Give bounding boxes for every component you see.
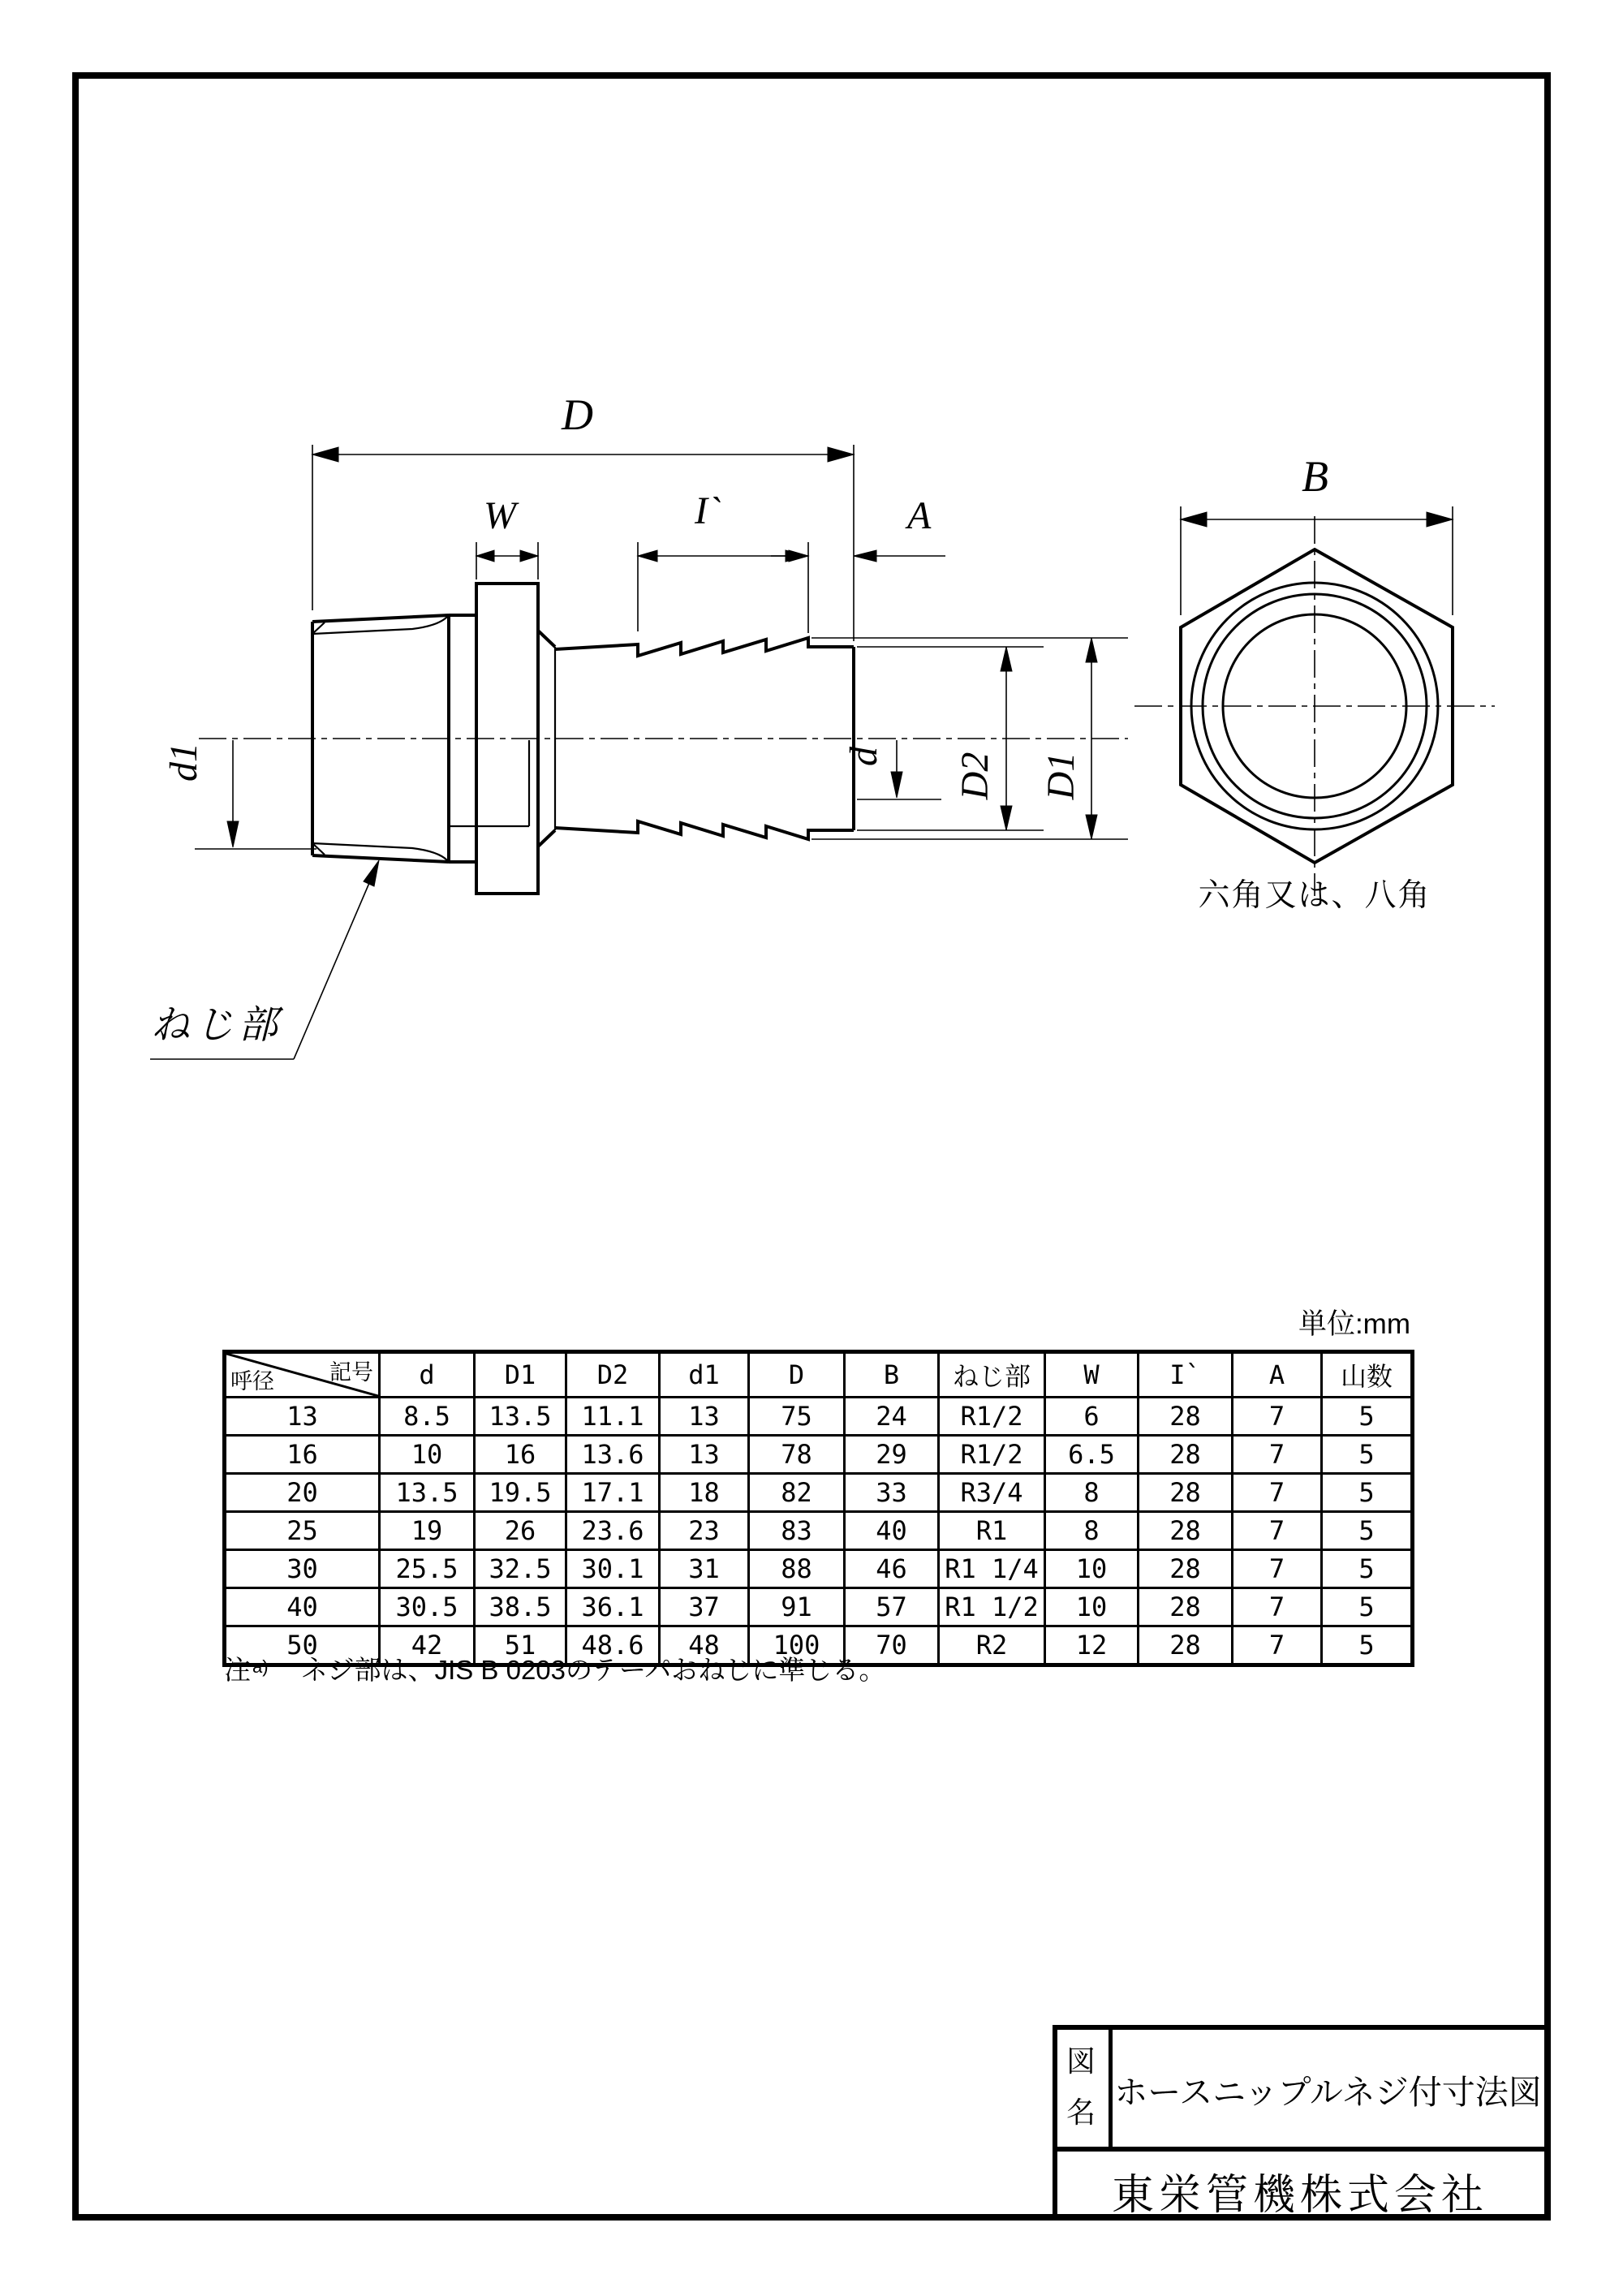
dim-label-A: A xyxy=(907,494,932,537)
table-cell: 25.5 xyxy=(380,1550,475,1588)
dim-label-d1: d1 xyxy=(162,743,205,782)
footnote-prefix: 注 xyxy=(224,1655,251,1685)
table-cell: 48 xyxy=(660,1626,749,1665)
table-row xyxy=(225,1550,1413,1588)
table-cell: R3/4 xyxy=(939,1474,1045,1512)
table-cell: 11.1 xyxy=(566,1398,660,1436)
hex-caption: 六角又は、八角 xyxy=(1198,878,1431,913)
table-cell: 10 xyxy=(1045,1550,1139,1588)
table-cell: 19 xyxy=(380,1512,475,1550)
table-cell: 33 xyxy=(845,1474,939,1512)
dim-label-W: W xyxy=(484,494,516,537)
table-cell: 40 xyxy=(225,1588,380,1626)
table-cell: 28 xyxy=(1139,1512,1233,1550)
dim-label-I: I` xyxy=(695,489,721,532)
column-header-9: A xyxy=(1233,1352,1322,1398)
table-cell: 6.5 xyxy=(1045,1436,1139,1474)
table-cell: 24 xyxy=(845,1398,939,1436)
table-cell: 5 xyxy=(1322,1512,1413,1550)
table-row xyxy=(225,1512,1413,1550)
table-cell: 51 xyxy=(475,1626,566,1665)
corner-label-symbol: 記号 xyxy=(329,1360,373,1385)
column-header-6: ねじ部 xyxy=(939,1352,1045,1398)
table-cell: 19.5 xyxy=(475,1474,566,1512)
table-cell: 23.6 xyxy=(566,1512,660,1550)
table-cell: 78 xyxy=(749,1436,845,1474)
table-cell: R1/2 xyxy=(939,1398,1045,1436)
table-cell: 50 xyxy=(225,1626,380,1665)
table-cell: 5 xyxy=(1322,1398,1413,1436)
table-cell: 30 xyxy=(225,1550,380,1588)
table-row xyxy=(225,1436,1413,1474)
column-header-4: D xyxy=(749,1352,845,1398)
table-cell: 75 xyxy=(749,1398,845,1436)
table-cell: 28 xyxy=(1139,1436,1233,1474)
table-cell: 18 xyxy=(660,1474,749,1512)
table-cell: 7 xyxy=(1233,1398,1322,1436)
table-cell: 5 xyxy=(1322,1550,1413,1588)
table-cell: R1 xyxy=(939,1512,1045,1550)
column-header-7: W xyxy=(1045,1352,1139,1398)
table-cell: 82 xyxy=(749,1474,845,1512)
titleblock-border-top xyxy=(1053,2025,1548,2030)
table-row xyxy=(225,1588,1413,1626)
table-cell: 8 xyxy=(1045,1512,1139,1550)
table-cell: 38.5 xyxy=(475,1588,566,1626)
table-cell: 7 xyxy=(1233,1512,1322,1550)
table-cell: 20 xyxy=(225,1474,380,1512)
table-cell: 13 xyxy=(660,1436,749,1474)
table-cell: 29 xyxy=(845,1436,939,1474)
table-corner-cell xyxy=(225,1352,380,1398)
dimension-table xyxy=(222,1350,1414,1667)
table-cell: 88 xyxy=(749,1550,845,1588)
column-header-0: d xyxy=(380,1352,475,1398)
table-cell: 7 xyxy=(1233,1474,1322,1512)
table-cell: 5 xyxy=(1322,1626,1413,1665)
table-cell: 25 xyxy=(225,1512,380,1550)
table-cell: 30.5 xyxy=(380,1588,475,1626)
dim-label-D1: D1 xyxy=(1040,752,1083,800)
table-cell: 100 xyxy=(749,1626,845,1665)
titleblock-drawing-name: ホースニップルネジ付寸法図 xyxy=(1114,2074,1542,2111)
table-cell: 13.5 xyxy=(380,1474,475,1512)
table-cell: 28 xyxy=(1139,1550,1233,1588)
table-cell: 7 xyxy=(1233,1626,1322,1665)
footnote-superscript: a) xyxy=(252,1656,269,1677)
table-cell: R1 1/2 xyxy=(939,1588,1045,1626)
table-cell: 31 xyxy=(660,1550,749,1588)
table-cell: R1 1/4 xyxy=(939,1550,1045,1588)
hex-end-view xyxy=(1134,506,1495,896)
dim-label-B: B xyxy=(1302,452,1328,501)
column-header-5: B xyxy=(845,1352,939,1398)
dim-label-d: d xyxy=(842,747,885,766)
table-cell: 48.6 xyxy=(566,1626,660,1665)
dim-label-D: D xyxy=(562,390,593,439)
table-cell: 16 xyxy=(225,1436,380,1474)
table-cell: 7 xyxy=(1233,1436,1322,1474)
column-header-10: 山数 xyxy=(1322,1352,1413,1398)
table-cell: 7 xyxy=(1233,1588,1322,1626)
table-cell: 28 xyxy=(1139,1588,1233,1626)
corner-label-size: 呼径 xyxy=(230,1369,274,1394)
table-cell: 28 xyxy=(1139,1626,1233,1665)
table-cell: R1/2 xyxy=(939,1436,1045,1474)
unit-note: 単位:mm xyxy=(1298,1308,1410,1340)
table-cell: 26 xyxy=(475,1512,566,1550)
table-cell: 32.5 xyxy=(475,1550,566,1588)
table-cell: 83 xyxy=(749,1512,845,1550)
table-row xyxy=(225,1474,1413,1512)
table-cell: 8 xyxy=(1045,1474,1139,1512)
table-cell: R2 xyxy=(939,1626,1045,1665)
table-cell: 17.1 xyxy=(566,1474,660,1512)
table-cell: 42 xyxy=(380,1626,475,1665)
table-cell: 36.1 xyxy=(566,1588,660,1626)
table-cell: 8.5 xyxy=(380,1398,475,1436)
table-cell: 13.6 xyxy=(566,1436,660,1474)
titleblock-field-label: 図名 xyxy=(1065,2044,1096,2129)
column-header-1: D1 xyxy=(475,1352,566,1398)
table-cell: 5 xyxy=(1322,1436,1413,1474)
table-cell: 7 xyxy=(1233,1550,1322,1588)
column-header-2: D2 xyxy=(566,1352,660,1398)
table-cell: 28 xyxy=(1139,1398,1233,1436)
table-cell: 12 xyxy=(1045,1626,1139,1665)
titleblock-border-middle xyxy=(1053,2147,1548,2152)
table-cell: 40 xyxy=(845,1512,939,1550)
table-cell: 23 xyxy=(660,1512,749,1550)
table-cell: 16 xyxy=(475,1436,566,1474)
titleblock-field-divider xyxy=(1109,2025,1113,2152)
table-cell: 91 xyxy=(749,1588,845,1626)
table-cell: 46 xyxy=(845,1550,939,1588)
page-border xyxy=(75,75,1548,2217)
table-row xyxy=(225,1398,1413,1436)
table-cell: 70 xyxy=(845,1626,939,1665)
titleblock-company-name: 東栄管機株式会社 xyxy=(1111,2172,1488,2219)
table-cell: 10 xyxy=(380,1436,475,1474)
dim-label-D2: D2 xyxy=(954,752,997,800)
table-cell: 57 xyxy=(845,1588,939,1626)
table-cell: 13.5 xyxy=(475,1398,566,1436)
column-header-8: I` xyxy=(1139,1352,1233,1398)
table-cell: 28 xyxy=(1139,1474,1233,1512)
table-cell: 30.1 xyxy=(566,1550,660,1588)
table-cell: 5 xyxy=(1322,1474,1413,1512)
column-header-3: d1 xyxy=(660,1352,749,1398)
table-cell: 13 xyxy=(660,1398,749,1436)
table-cell: 10 xyxy=(1045,1588,1139,1626)
thread-part-label: ねじ部 xyxy=(151,1004,283,1047)
table-cell: 13 xyxy=(225,1398,380,1436)
footnote-text: ネジ部は、JIS B 0203のテーパおねじに準じる。 xyxy=(300,1655,886,1685)
footnote xyxy=(224,1649,885,1687)
table-header-row xyxy=(225,1352,1413,1398)
table-cell: 37 xyxy=(660,1588,749,1626)
table-cell: 5 xyxy=(1322,1588,1413,1626)
table-cell: 6 xyxy=(1045,1398,1139,1436)
